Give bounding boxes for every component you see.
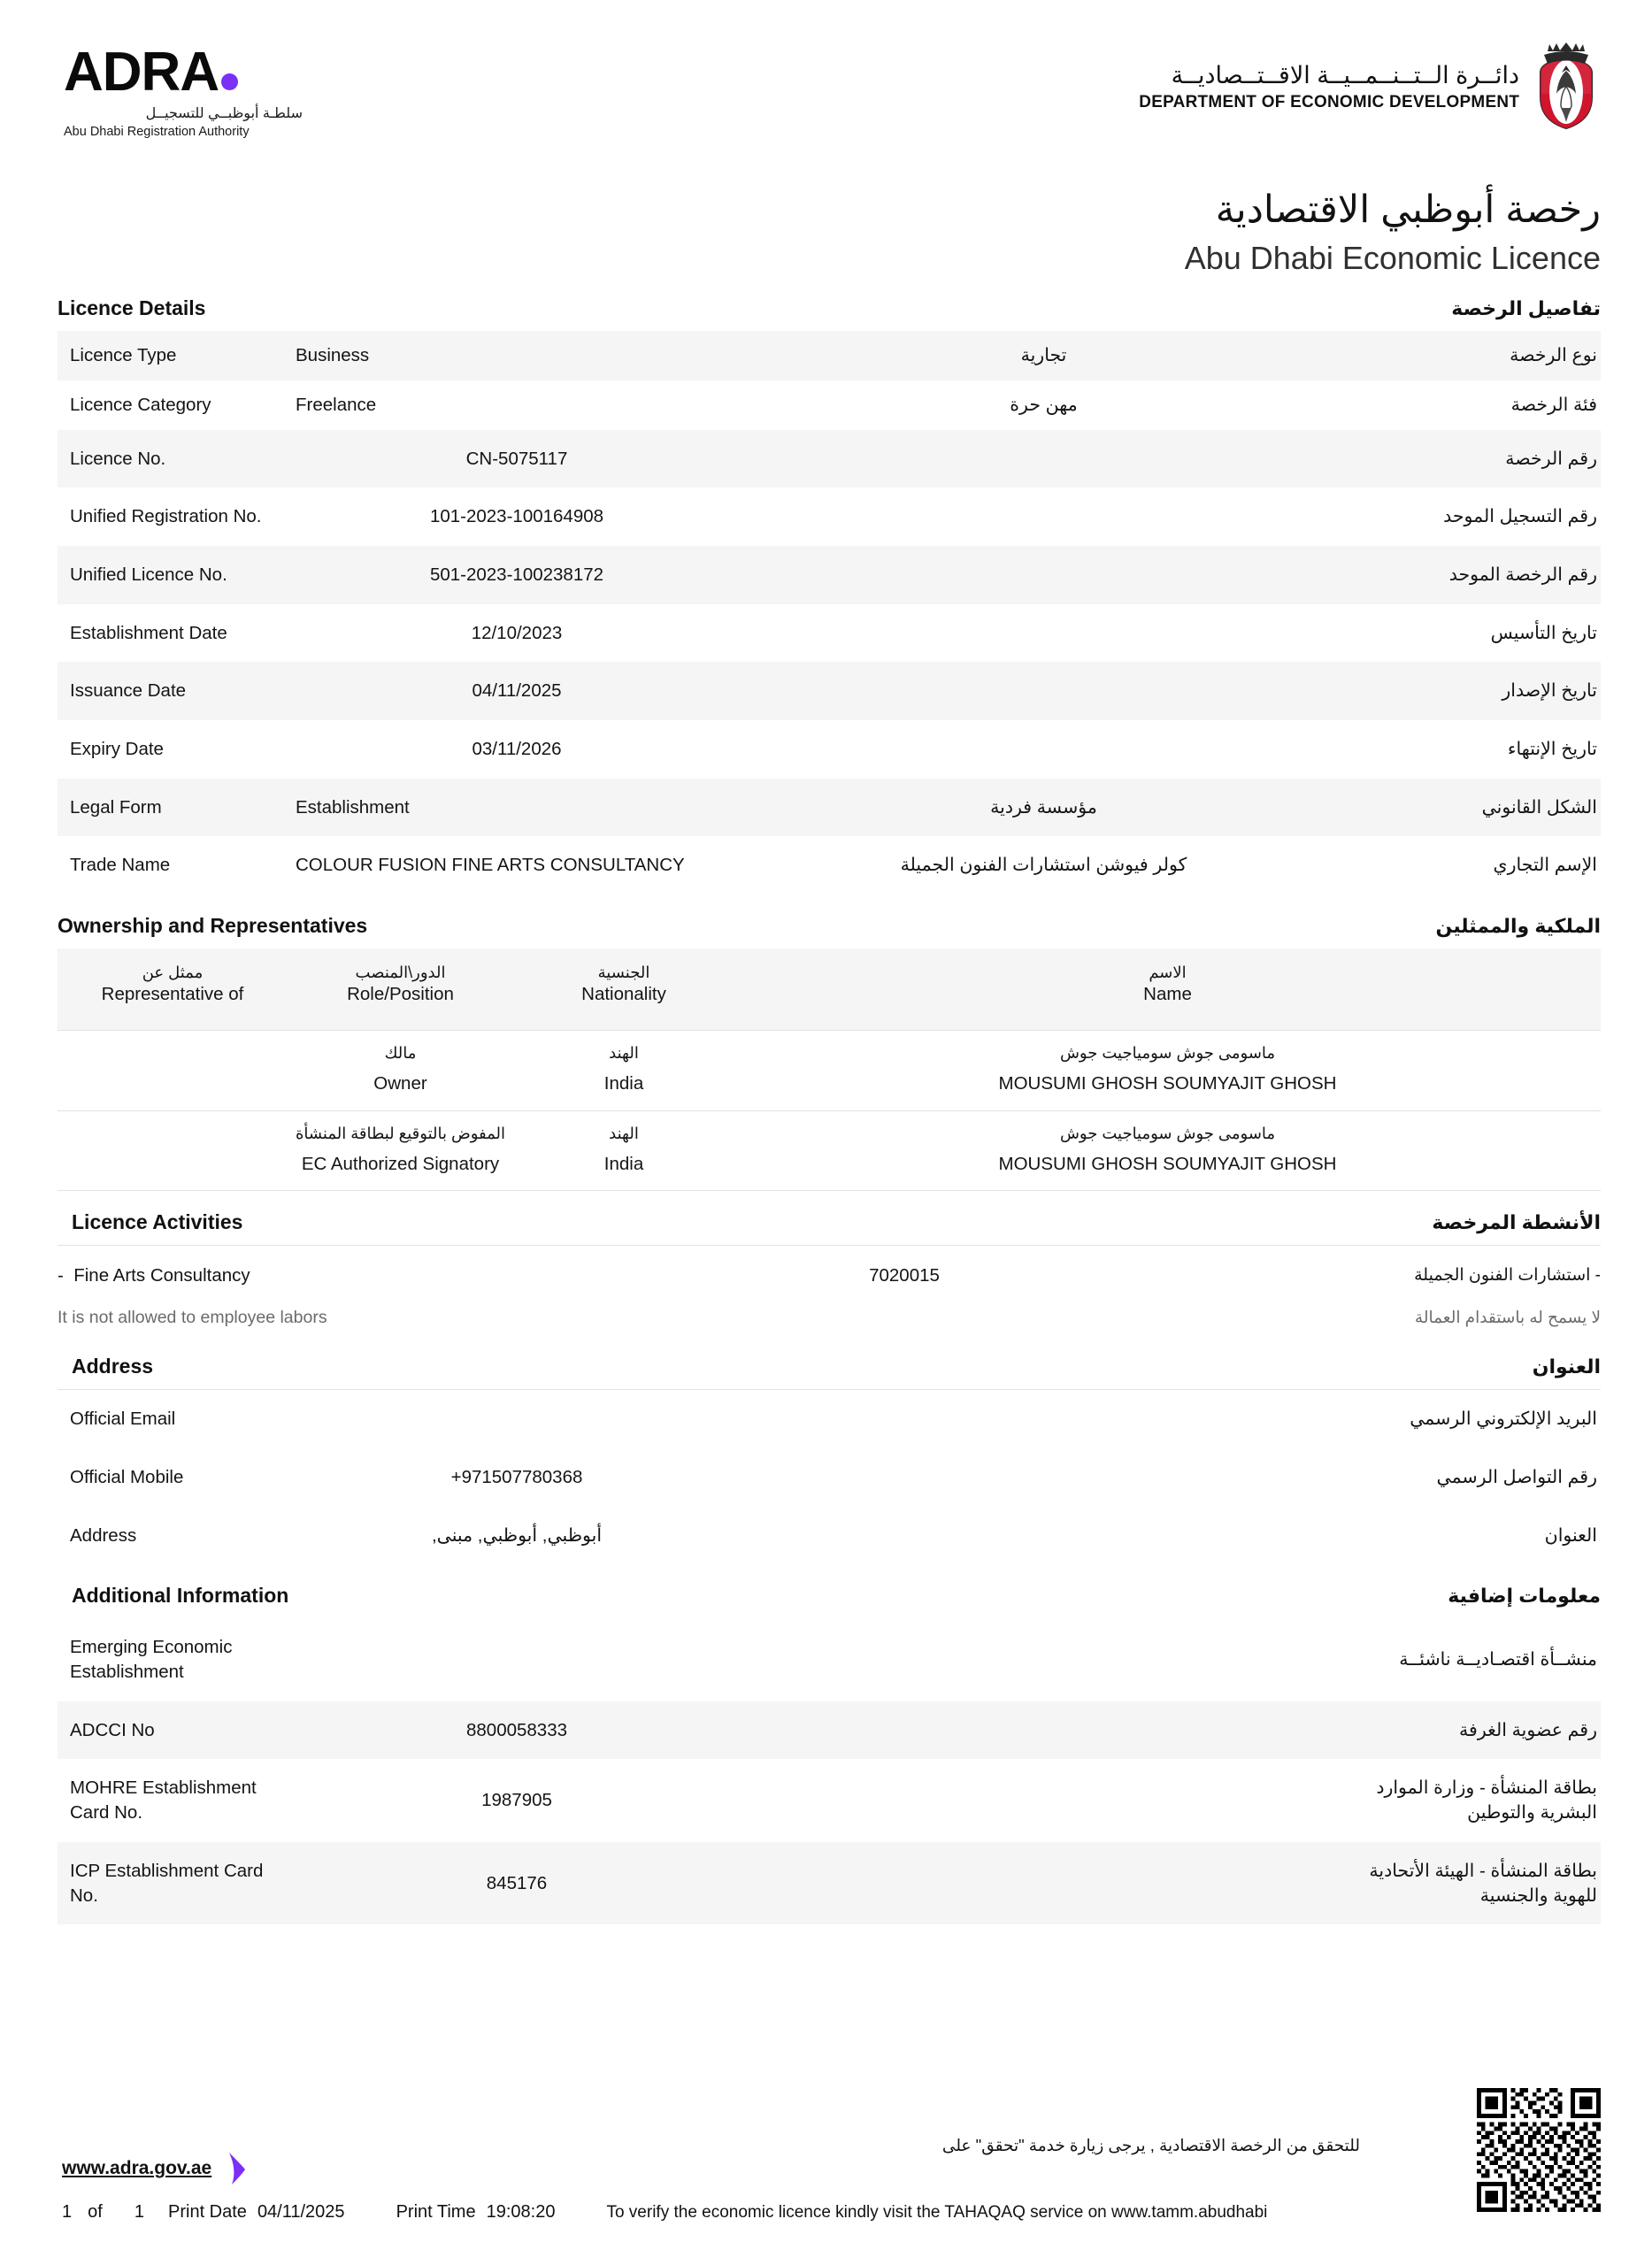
activity-note-en: It is not allowed to employee labors bbox=[58, 1308, 327, 1328]
footer-print-info bbox=[62, 2202, 1601, 2223]
section-header-address bbox=[58, 1335, 1601, 1389]
table-header-row bbox=[58, 948, 1601, 1031]
section-title-address-en: Address bbox=[72, 1355, 154, 1378]
row-label-en: Licence Type bbox=[70, 345, 177, 366]
row-label-ar: فئة الرخصة bbox=[1510, 394, 1597, 415]
ded-logo-text bbox=[1127, 61, 1519, 112]
row-label-en: Issuance Date bbox=[70, 680, 187, 702]
row-label-ar: الإسم التجاري bbox=[1493, 855, 1597, 876]
table-row bbox=[58, 1701, 1601, 1760]
section-header-additional-information bbox=[58, 1564, 1601, 1618]
column-header-english: Nationality bbox=[581, 984, 666, 1005]
row-value-en: Business bbox=[296, 345, 370, 366]
row-label-en: Licence Category bbox=[70, 394, 211, 415]
row-label-en: Official Mobile bbox=[70, 1467, 184, 1488]
table-row bbox=[58, 1618, 1601, 1701]
cell-value-english: MOUSUMI GHOSH SOUMYAJIT GHOSH bbox=[998, 1153, 1337, 1174]
table-row bbox=[58, 331, 1601, 380]
row-value-en: CN-5075117 bbox=[465, 448, 568, 469]
document-header bbox=[0, 0, 1652, 177]
document-footer bbox=[0, 2136, 1652, 2223]
row-value-en: COLOUR FUSION FINE ARTS CONSULTANCY bbox=[296, 855, 685, 876]
table-row bbox=[58, 1448, 1601, 1507]
licence-details-table bbox=[58, 331, 1601, 894]
abu-dhabi-falcon-emblem-icon bbox=[1532, 42, 1601, 131]
qr-code bbox=[1477, 2088, 1601, 2212]
row-label-en: Unified Registration No. bbox=[70, 506, 262, 527]
row-label-en: Address bbox=[70, 1524, 137, 1546]
print-date-value: 04/11/2025 bbox=[257, 2202, 345, 2222]
section-title-additional-en: Additional Information bbox=[72, 1584, 289, 1608]
activity-code: 7020015 bbox=[869, 1265, 940, 1286]
section-header-licence-activities bbox=[58, 1191, 1601, 1245]
table-row bbox=[58, 1030, 1601, 1110]
verify-note-arabic: للتحقق من الرخصة الاقتصادية , يرجى زيارة خدمة "تحقق" على bbox=[941, 2136, 1360, 2154]
adra-english-subtitle: Abu Dhabi Registration Authority bbox=[64, 124, 250, 139]
additional-information-table bbox=[58, 1618, 1601, 1924]
activity-note-ar: لا يسمح له باستقدام العمالة bbox=[1414, 1308, 1601, 1327]
row-label-en: Expiry Date bbox=[70, 738, 164, 759]
section-header-licence-details bbox=[58, 277, 1601, 331]
cell-value-arabic: مالك bbox=[384, 1043, 417, 1062]
column-header-arabic: الدور\المنصب bbox=[355, 963, 446, 981]
row-value-ar: تجارية bbox=[1020, 345, 1067, 366]
column-header-arabic: ممثل عن bbox=[142, 963, 204, 981]
row-label-ar: تاريخ الإصدار bbox=[1502, 680, 1597, 702]
page-total: 1 bbox=[134, 2202, 144, 2222]
table-row bbox=[58, 604, 1601, 663]
cell-value-english: India bbox=[603, 1073, 644, 1094]
row-value-ar bbox=[738, 1701, 1349, 1760]
website-link[interactable]: www.adra.gov.ae bbox=[62, 2158, 212, 2178]
row-label-ar: رقم عضوية الغرفة bbox=[1459, 1719, 1597, 1740]
section-title-activities-en: Licence Activities bbox=[72, 1210, 243, 1234]
row-label-en: Licence No. bbox=[70, 448, 166, 469]
print-time-label: Print Time bbox=[396, 2202, 476, 2222]
row-label-ar: تاريخ التأسيس bbox=[1490, 622, 1597, 643]
page-of-label: of bbox=[88, 2202, 103, 2222]
cell-name bbox=[734, 1030, 1601, 1110]
row-label-en: Trade Name bbox=[70, 855, 171, 876]
section-title-ownership-ar: الملكية والممثلين bbox=[1435, 914, 1601, 937]
print-date-label: Print Date bbox=[168, 2202, 247, 2222]
row-value-ar bbox=[738, 1759, 1349, 1841]
column-header-arabic: الجنسية bbox=[597, 963, 650, 981]
row-value-en: 03/11/2026 bbox=[472, 738, 562, 759]
row-label-ar: الشكل القانوني bbox=[1481, 796, 1597, 818]
row-label-ar: البريد الإلكتروني الرسمي bbox=[1410, 1409, 1597, 1430]
section-title-licence-details-en: Licence Details bbox=[58, 296, 206, 320]
cell-role bbox=[288, 1030, 513, 1110]
row-label-en: MOHRE Establishment Card No. bbox=[70, 1777, 257, 1824]
column-header-name bbox=[734, 948, 1601, 1031]
row-label-en: ICP Establishment Card No. bbox=[70, 1860, 264, 1906]
column-header-english: Representative of bbox=[101, 984, 244, 1005]
row-value: +971507780368 bbox=[450, 1467, 583, 1488]
row-label-en: Emerging Economic Establishment bbox=[70, 1637, 233, 1683]
cell-value-arabic: الهند bbox=[609, 1043, 639, 1062]
ded-arabic-name: دائــرة الــتــنــمــيــة الاقــتــصاديــة bbox=[1171, 62, 1519, 89]
section-title-activities-ar: الأنشطة المرخصة bbox=[1432, 1211, 1601, 1234]
activity-name-ar: - استشارات الفنون الجميلة bbox=[1414, 1266, 1601, 1286]
section-title-address-ar: العنوان bbox=[1532, 1355, 1601, 1378]
row-value-ar bbox=[738, 1842, 1349, 1924]
table-row bbox=[58, 488, 1601, 546]
row-value bbox=[296, 1390, 738, 1448]
row-value-ar bbox=[738, 1390, 1349, 1448]
row-value-ar bbox=[738, 430, 1349, 488]
page-title-english: Abu Dhabi Economic Licence bbox=[1184, 240, 1601, 277]
row-value-ar bbox=[738, 488, 1349, 546]
table-row bbox=[58, 720, 1601, 779]
row-label-ar: منشــأة اقتصـاديــة ناشئــة bbox=[1399, 1649, 1597, 1670]
adra-wordmark-text: ADRA bbox=[64, 42, 219, 103]
table-row bbox=[58, 430, 1601, 488]
ownership-table bbox=[58, 948, 1601, 1192]
row-value-ar bbox=[738, 1618, 1349, 1701]
cell-value-english: EC Authorized Signatory bbox=[301, 1153, 500, 1174]
row-value-ar bbox=[738, 1448, 1349, 1507]
page-current: 1 bbox=[62, 2202, 73, 2222]
activity-label-en: Fine Arts Consultancy bbox=[73, 1265, 250, 1286]
row-label-en: ADCCI No bbox=[70, 1719, 155, 1740]
row-value: أبوظبي, أبوظبي, مبنى, bbox=[431, 1524, 603, 1546]
row-value-ar bbox=[738, 604, 1349, 663]
row-value-en: Establishment bbox=[296, 796, 410, 818]
row-value-ar bbox=[738, 1507, 1349, 1565]
print-time-value: 19:08:20 bbox=[486, 2202, 556, 2222]
column-header-nationality bbox=[513, 948, 734, 1031]
table-row bbox=[58, 1842, 1601, 1924]
row-value-en: Freelance bbox=[296, 394, 377, 415]
table-row bbox=[58, 546, 1601, 604]
section-header-ownership bbox=[58, 894, 1601, 948]
table-row bbox=[58, 662, 1601, 720]
cell-value-arabic: المفوض بالتوقيع لبطاقة المنشأة bbox=[295, 1124, 506, 1142]
row-value-ar: مهن حرة bbox=[1010, 394, 1078, 415]
table-row bbox=[58, 836, 1601, 894]
row-label-ar: العنوان bbox=[1544, 1524, 1597, 1546]
row-label-ar: تاريخ الإنتهاء bbox=[1507, 738, 1597, 759]
row-label-ar: بطاقة المنشأة - وزارة الموارد البشرية والتوطين bbox=[1376, 1777, 1597, 1824]
page-title-arabic: رخصة أبوظبي الاقتصادية bbox=[1215, 188, 1601, 231]
table-row bbox=[58, 1759, 1601, 1841]
cell-nationality bbox=[513, 1030, 734, 1110]
table-row bbox=[58, 380, 1601, 430]
adra-dot-icon bbox=[221, 73, 238, 90]
page-title bbox=[0, 177, 1652, 277]
row-label-en: Unified Licence No. bbox=[70, 564, 227, 585]
section-title-licence-details-ar: تفاصيل الرخصة bbox=[1451, 297, 1601, 320]
section-title-additional-ar: معلومات إضافية bbox=[1448, 1585, 1601, 1608]
cell-role bbox=[288, 1110, 513, 1191]
row-label-en: Legal Form bbox=[70, 796, 162, 818]
activity-note bbox=[58, 1292, 1601, 1335]
row-value-ar bbox=[738, 720, 1349, 779]
row-label-ar: بطاقة المنشأة - الهيئة الأتحادية للهوية والجنسية bbox=[1369, 1860, 1597, 1906]
table-row bbox=[58, 1390, 1601, 1448]
row-value: 8800058333 bbox=[465, 1719, 567, 1740]
cell-value-english: India bbox=[603, 1153, 644, 1174]
activity-item bbox=[58, 1246, 1601, 1292]
row-value-en: 501-2023-100238172 bbox=[429, 564, 604, 585]
ded-logo bbox=[1127, 42, 1601, 131]
row-value bbox=[296, 1618, 738, 1701]
column-header-arabic: الاسم bbox=[1149, 963, 1187, 981]
verify-note-english: To verify the economic licence kindly visit the TAHAQAQ service on www.tamm.abudhabi bbox=[606, 2203, 1268, 2222]
footer-branding bbox=[62, 2151, 1601, 2186]
row-value-en: 101-2023-100164908 bbox=[429, 506, 604, 527]
adra-logo bbox=[64, 42, 303, 139]
document-body bbox=[0, 277, 1652, 1924]
table-row bbox=[58, 779, 1601, 837]
row-value-ar: مؤسسة فردية bbox=[990, 796, 1097, 818]
row-value-en: 12/10/2023 bbox=[471, 622, 563, 643]
row-label-en: Establishment Date bbox=[70, 622, 227, 643]
section-title-ownership-en: Ownership and Representatives bbox=[58, 913, 368, 937]
table-row bbox=[58, 1110, 1601, 1191]
column-header-english: Name bbox=[1143, 984, 1192, 1005]
cell-value-arabic: الهند bbox=[609, 1124, 639, 1142]
column-header-role-position bbox=[288, 948, 513, 1031]
adra-arabic-subtitle: سلطـة أبوظبــي للتسجيــل bbox=[145, 105, 303, 121]
activity-name-en bbox=[58, 1265, 500, 1286]
column-header-english: Role/Position bbox=[347, 984, 454, 1005]
row-value: 845176 bbox=[486, 1872, 548, 1893]
cell-value-english: MOUSUMI GHOSH SOUMYAJIT GHOSH bbox=[998, 1073, 1337, 1094]
cell-nationality bbox=[513, 1110, 734, 1191]
ded-english-name: DEPARTMENT OF ECONOMIC DEVELOPMENT bbox=[1139, 91, 1519, 111]
row-value-ar bbox=[738, 662, 1349, 720]
adra-wordmark bbox=[64, 42, 303, 103]
row-label-ar: رقم الرخصة الموحد bbox=[1448, 564, 1597, 585]
row-label-ar: رقم التواصل الرسمي bbox=[1436, 1467, 1597, 1488]
cell-value-english: Owner bbox=[373, 1073, 427, 1094]
row-label-ar: رقم التسجيل الموحد bbox=[1443, 506, 1597, 527]
row-label-ar: نوع الرخصة bbox=[1510, 345, 1597, 366]
cell-value-arabic: ماسومى جوش سومياجيت جوش bbox=[1059, 1043, 1276, 1062]
chevron-right-icon bbox=[226, 2151, 249, 2186]
row-value: 1987905 bbox=[481, 1790, 552, 1811]
row-value-ar: كولر فيوشن استشارات الفنون الجميلة bbox=[900, 855, 1187, 876]
address-table bbox=[58, 1390, 1601, 1564]
row-label-ar: رقم الرخصة bbox=[1505, 448, 1597, 469]
cell-value-arabic: ماسومى جوش سومياجيت جوش bbox=[1059, 1124, 1276, 1142]
table-row bbox=[58, 1507, 1601, 1565]
cell-representative-of bbox=[58, 1110, 288, 1191]
row-label-en: Official Email bbox=[70, 1409, 176, 1430]
activity-bullet: - bbox=[58, 1265, 64, 1286]
row-value-en: 04/11/2025 bbox=[472, 680, 562, 702]
page-number bbox=[62, 2202, 168, 2223]
row-value-ar bbox=[738, 546, 1349, 604]
cell-name bbox=[734, 1110, 1601, 1191]
cell-representative-of bbox=[58, 1030, 288, 1110]
column-header-representative-of bbox=[58, 948, 288, 1031]
